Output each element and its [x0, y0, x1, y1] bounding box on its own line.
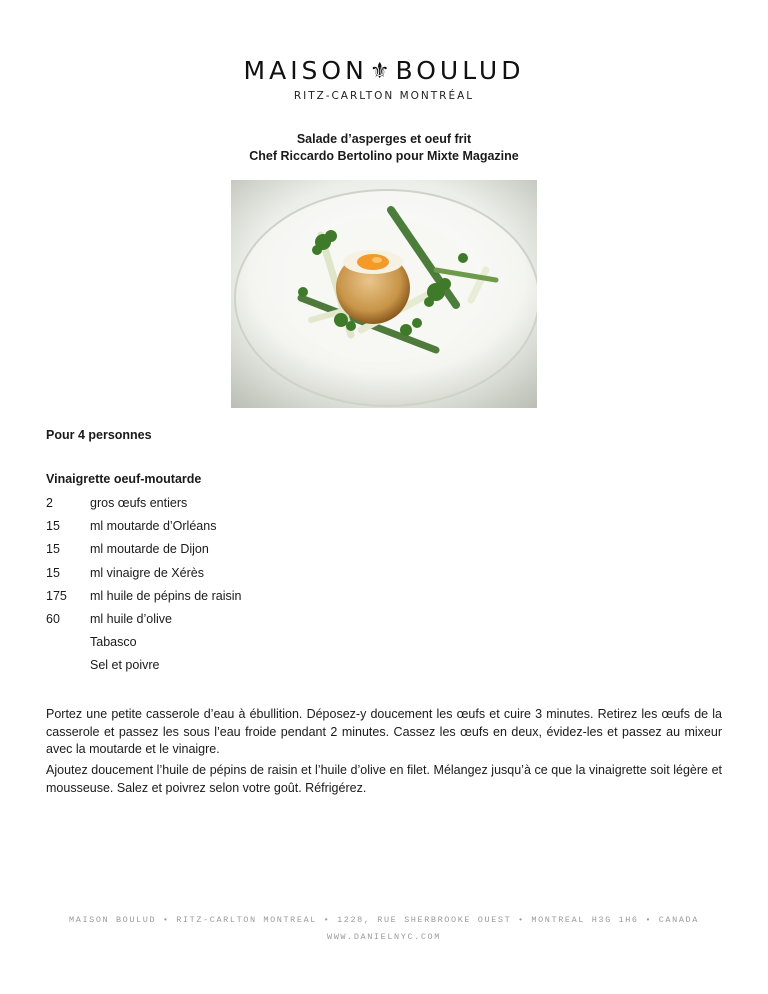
ingredient-qty: 15 — [46, 565, 60, 580]
footer-address: MAISON BOULUD • RITZ-CARLTON MONTREAL • 1228, RUE SHERBROOKE OUEST • MONTREAL H3G 1H6 • CANADA — [69, 915, 699, 925]
fleur-de-lis-icon: ⚜ — [369, 59, 394, 84]
logo-left: MAISON — [243, 56, 368, 85]
logo-subtitle: RITZ-CARLTON MONTRÉAL — [293, 90, 475, 102]
ingredient-text: ml huile de pépins de raisin — [90, 588, 242, 603]
ingredient-row — [46, 633, 241, 656]
recipe-title: Salade d’asperges et oeuf frit — [296, 132, 472, 146]
ingredient-qty — [46, 656, 90, 679]
recipe-byline: Chef Riccardo Bertolino pour Mixte Magazine — [249, 149, 519, 163]
ingredient-text: ml vinaigre de Xérès — [90, 565, 204, 580]
ingredient-text: ml huile d’olive — [90, 611, 172, 626]
ingredient-row — [46, 587, 241, 610]
logo — [0, 56, 768, 85]
dish-photo — [231, 180, 537, 408]
ingredient-text: ml moutarde de Dijon — [90, 542, 209, 557]
ingredient-text: gros œufs entiers — [90, 496, 188, 510]
recipe-title-block — [0, 131, 768, 165]
ingredient-text: ml moutarde d’Orléans — [90, 519, 217, 534]
footer-website[interactable]: WWW.DANIELNYC.COM — [327, 932, 441, 942]
ingredient-row — [46, 610, 241, 633]
footer — [0, 912, 768, 946]
instruction-paragraph: Ajoutez doucement l’huile de pépins de raisin et l’huile d’olive en filet. Mélangez jusqu’à ce que la vinaigrette soit légère et mousseuse. Salez et poivrez selon votre goût. Réfrigérez. — [46, 763, 722, 795]
servings: Pour 4 personnes — [46, 428, 152, 442]
instruction-paragraph: Portez une petite casserole d’eau à ébullition. Déposez-y doucement les œufs et cuire 3 minutes. Retirez les œufs de la casserole et passez les sous l’eau froide pendant 2 minutes. Cassez les œufs en deux, évidez-les et passez au mixeur avec la moutarde et le vinaigre. — [46, 707, 722, 756]
ingredient-row — [46, 494, 241, 517]
ingredient-row — [46, 540, 241, 563]
ingredient-qty: 175 — [46, 588, 67, 603]
ingredient-row — [46, 656, 241, 679]
ingredient-qty: 15 — [46, 542, 60, 557]
ingredient-row — [46, 517, 241, 540]
ingredient-qty — [46, 633, 90, 656]
section-title: Vinaigrette oeuf-moutarde — [46, 472, 202, 486]
ingredient-row — [46, 564, 241, 587]
ingredient-qty: 15 — [46, 519, 60, 534]
ingredient-qty: 2 — [46, 496, 53, 510]
ingredient-text: Tabasco — [90, 635, 137, 650]
ingredient-list — [46, 494, 241, 680]
ingredient-qty: 60 — [46, 611, 60, 626]
logo-right: BOULUD — [395, 56, 525, 85]
ingredient-text: Sel et poivre — [90, 658, 160, 673]
